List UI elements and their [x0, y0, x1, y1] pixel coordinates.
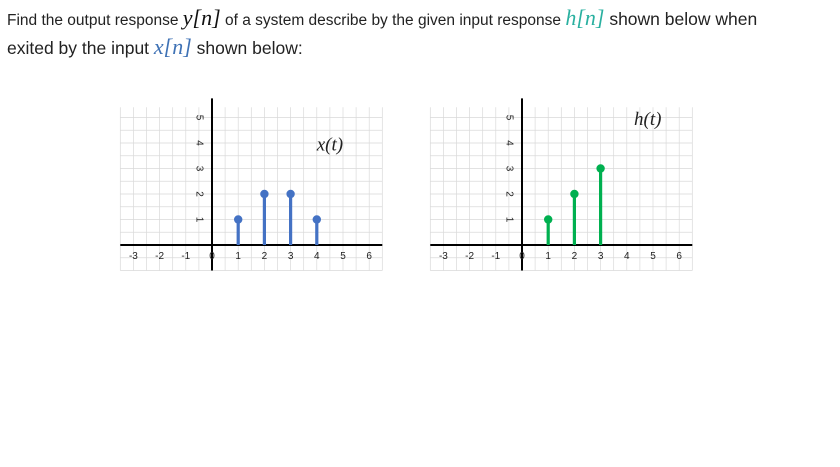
stem-marker [570, 190, 578, 198]
function-label: h(t) [634, 109, 662, 131]
x-tick-label: 2 [261, 251, 268, 262]
x-tick-label: 1 [235, 251, 241, 262]
question-text [7, 5, 833, 63]
x-tick-label: 4 [314, 251, 320, 262]
x-tick-label: -1 [181, 251, 191, 262]
y-tick-label: 3 [193, 165, 205, 172]
x-tick-label: -1 [491, 251, 501, 262]
y-tick-label: 5 [193, 114, 205, 121]
y-tick-label: 1 [193, 216, 205, 223]
x-tick-label: 1 [545, 251, 551, 262]
x-tick-label: 5 [340, 251, 346, 262]
stem-marker [260, 190, 268, 198]
x-tick-label: -3 [128, 251, 138, 262]
question-part-4: exited by the input [7, 38, 154, 58]
x-tick-label: -2 [465, 251, 475, 262]
function-label: x(t) [316, 134, 344, 156]
stem-marker [234, 215, 242, 223]
question-part-5: shown below: [191, 38, 303, 58]
grid [120, 107, 382, 270]
x-tick-label: 0 [209, 251, 215, 262]
x-tick-label: 0 [519, 251, 525, 262]
y-tick-label: 3 [503, 165, 515, 172]
x-tick-label: -3 [438, 251, 448, 262]
input-stem-plot [118, 100, 388, 275]
x-tick-label: 5 [650, 251, 656, 262]
stem-marker [544, 215, 552, 223]
stem-2 [570, 190, 578, 245]
y-tick-label: 4 [503, 140, 515, 146]
stem-3 [596, 164, 604, 245]
y-tick-label: 5 [503, 114, 515, 121]
stem-1 [234, 215, 242, 245]
y-tick-label: 1 [503, 216, 515, 223]
y-tick-label: 4 [193, 140, 205, 146]
stem-2 [260, 190, 268, 245]
impulse-response-stem-plot [428, 100, 698, 275]
question-part-3: shown below when [604, 9, 758, 29]
x-tick-label: 4 [624, 251, 630, 262]
question-part-2: of a system describe by the given input response [220, 12, 566, 29]
x-tick-label: 3 [287, 251, 294, 262]
x-tick-label: 2 [571, 251, 578, 262]
stem-3 [286, 190, 294, 245]
stem-marker [313, 215, 321, 223]
x-tick-label: 6 [676, 251, 682, 262]
impulse-response-symbol: h[n] [565, 5, 605, 30]
grid [430, 107, 692, 270]
y-tick-label: 2 [503, 191, 515, 197]
y-tick-label: 2 [193, 191, 205, 197]
x-tick-label: 6 [366, 251, 372, 262]
stem-4 [313, 215, 321, 245]
stem-marker [286, 190, 294, 198]
input-symbol: x[n] [153, 34, 192, 59]
stem-1 [544, 215, 552, 245]
x-tick-label: 3 [597, 251, 604, 262]
x-tick-label: -2 [155, 251, 165, 262]
output-symbol: y[n] [182, 5, 221, 30]
stem-marker [596, 164, 604, 172]
question-part-1: Find the output response [7, 12, 183, 29]
